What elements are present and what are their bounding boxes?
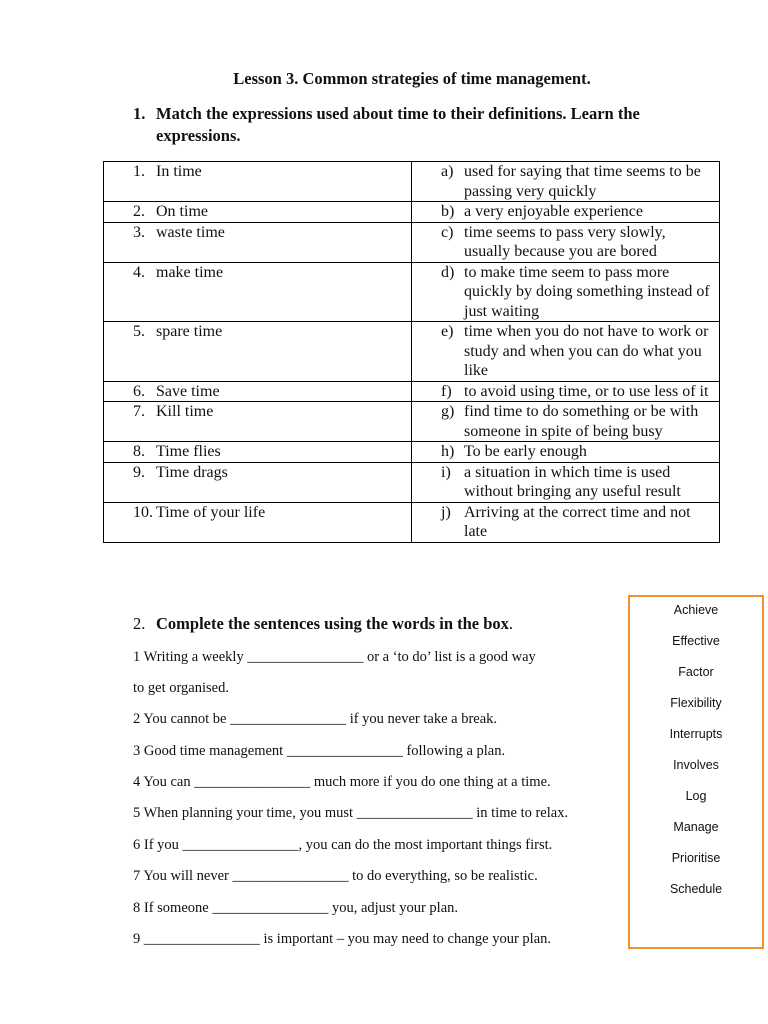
expression: waste time	[156, 223, 225, 241]
expression-number: 5.	[133, 323, 145, 340]
expression: In time	[156, 163, 202, 180]
definition: find time to do something or be with someone in spite of being busy	[464, 403, 699, 440]
task1-number: 1.	[133, 104, 146, 123]
definition: used for saying that time seems to be passing very quickly	[464, 163, 701, 200]
word-box-item: Manage	[673, 820, 719, 834]
word-box-item: Schedule	[669, 882, 723, 896]
definition: to avoid using time, or to use less of it	[464, 382, 709, 400]
word-box-item: Involves	[673, 758, 719, 772]
expression-number: 1.	[133, 163, 145, 180]
definition-letter: f)	[441, 382, 452, 400]
sentence-8: 8 If someone ________________ you, adjust your plan.	[133, 900, 459, 916]
sentence-1-continued: to get organised.	[133, 680, 229, 696]
definition: to make time seem to pass more quickly by doing something instead of just waiting	[464, 263, 710, 320]
table-row	[104, 322, 720, 382]
word-box-item: Prioritise	[671, 851, 721, 865]
table-row	[104, 402, 720, 442]
definition-letter: d)	[441, 263, 455, 281]
sentence-5: 5 When planning your time, you must ________________ in time to relax.	[133, 805, 569, 821]
table-row	[104, 202, 720, 223]
expression: make time	[156, 263, 224, 281]
task1-instruction: Match the expressions used about time to their definitions. Learn the expressions.	[156, 104, 640, 145]
definition: time seems to pass very slowly, usually because you are bored	[464, 223, 666, 260]
expression-number: 6.	[133, 382, 145, 400]
expression: Save time	[156, 382, 220, 400]
expression-number: 10.	[133, 503, 153, 521]
task1-heading	[133, 103, 723, 147]
definition-letter: g)	[441, 403, 455, 420]
table-row	[104, 502, 720, 542]
expression-number: 2.	[133, 203, 145, 220]
definition-letter: h)	[441, 443, 455, 460]
definition: time when you do not have to work or study and when you can do what you like	[464, 323, 709, 379]
table-row	[104, 381, 720, 402]
sentence-2: 2 You cannot be ________________ if you never take a break.	[133, 711, 498, 727]
expression: Time drags	[156, 463, 228, 481]
sentence-1: 1 Writing a weekly ________________ or a ‘to do’ list is a good way	[133, 649, 536, 665]
definition: To be early enough	[464, 443, 587, 460]
definition: Arriving at the correct time and not late	[464, 503, 691, 540]
task2-instruction: Complete the sentences using the words in the box	[156, 614, 509, 633]
expression: On time	[156, 203, 208, 220]
sentence-3: 3 Good time management ________________ following a plan.	[133, 743, 506, 759]
definition-letter: b)	[441, 203, 455, 220]
definition-letter: j)	[441, 503, 451, 521]
table-row	[104, 462, 720, 502]
expression-number: 3.	[133, 223, 145, 241]
word-box-item: Effective	[672, 634, 720, 648]
sentence-4: 4 You can ________________ much more if you do one thing at a time.	[133, 774, 551, 790]
expression: Kill time	[156, 403, 214, 420]
lesson-title: Lesson 3. Common strategies of time management.	[233, 69, 591, 88]
word-box-item: Achieve	[673, 603, 719, 617]
word-box-item: Flexibility	[670, 696, 722, 710]
definition-letter: a)	[441, 163, 454, 180]
word-box-item: Interrupts	[669, 727, 723, 741]
expression: spare time	[156, 323, 223, 340]
expression: Time of your life	[156, 503, 266, 521]
expression-number: 7.	[133, 403, 145, 420]
definition: a situation in which time is used without bringing any useful result	[464, 463, 681, 500]
expression: Time flies	[156, 443, 221, 460]
table-row	[104, 262, 720, 322]
definition-letter: e)	[441, 323, 454, 340]
task2-number: 2.	[133, 614, 146, 633]
table-row	[104, 162, 720, 202]
expression-number: 4.	[133, 263, 145, 281]
word-box	[628, 595, 764, 949]
sentence-9: 9 ________________ is important – you may need to change your plan.	[133, 931, 552, 947]
matching-table	[103, 161, 720, 543]
word-box-item: Log	[685, 789, 707, 803]
definition-letter: i)	[441, 463, 451, 481]
expression-number: 8.	[133, 443, 145, 460]
expression-number: 9.	[133, 463, 145, 481]
task2-heading	[133, 614, 513, 634]
table-row	[104, 222, 720, 262]
task2-period: .	[508, 614, 514, 633]
definition-letter: c)	[441, 223, 454, 241]
definition: a very enjoyable experience	[464, 203, 644, 220]
sentence-7: 7 You will never ________________ to do everything, so be realistic.	[133, 868, 538, 884]
word-box-item: Factor	[678, 665, 714, 679]
table-row	[104, 442, 720, 463]
sentence-6: 6 If you ________________, you can do the most important things first.	[133, 837, 553, 853]
